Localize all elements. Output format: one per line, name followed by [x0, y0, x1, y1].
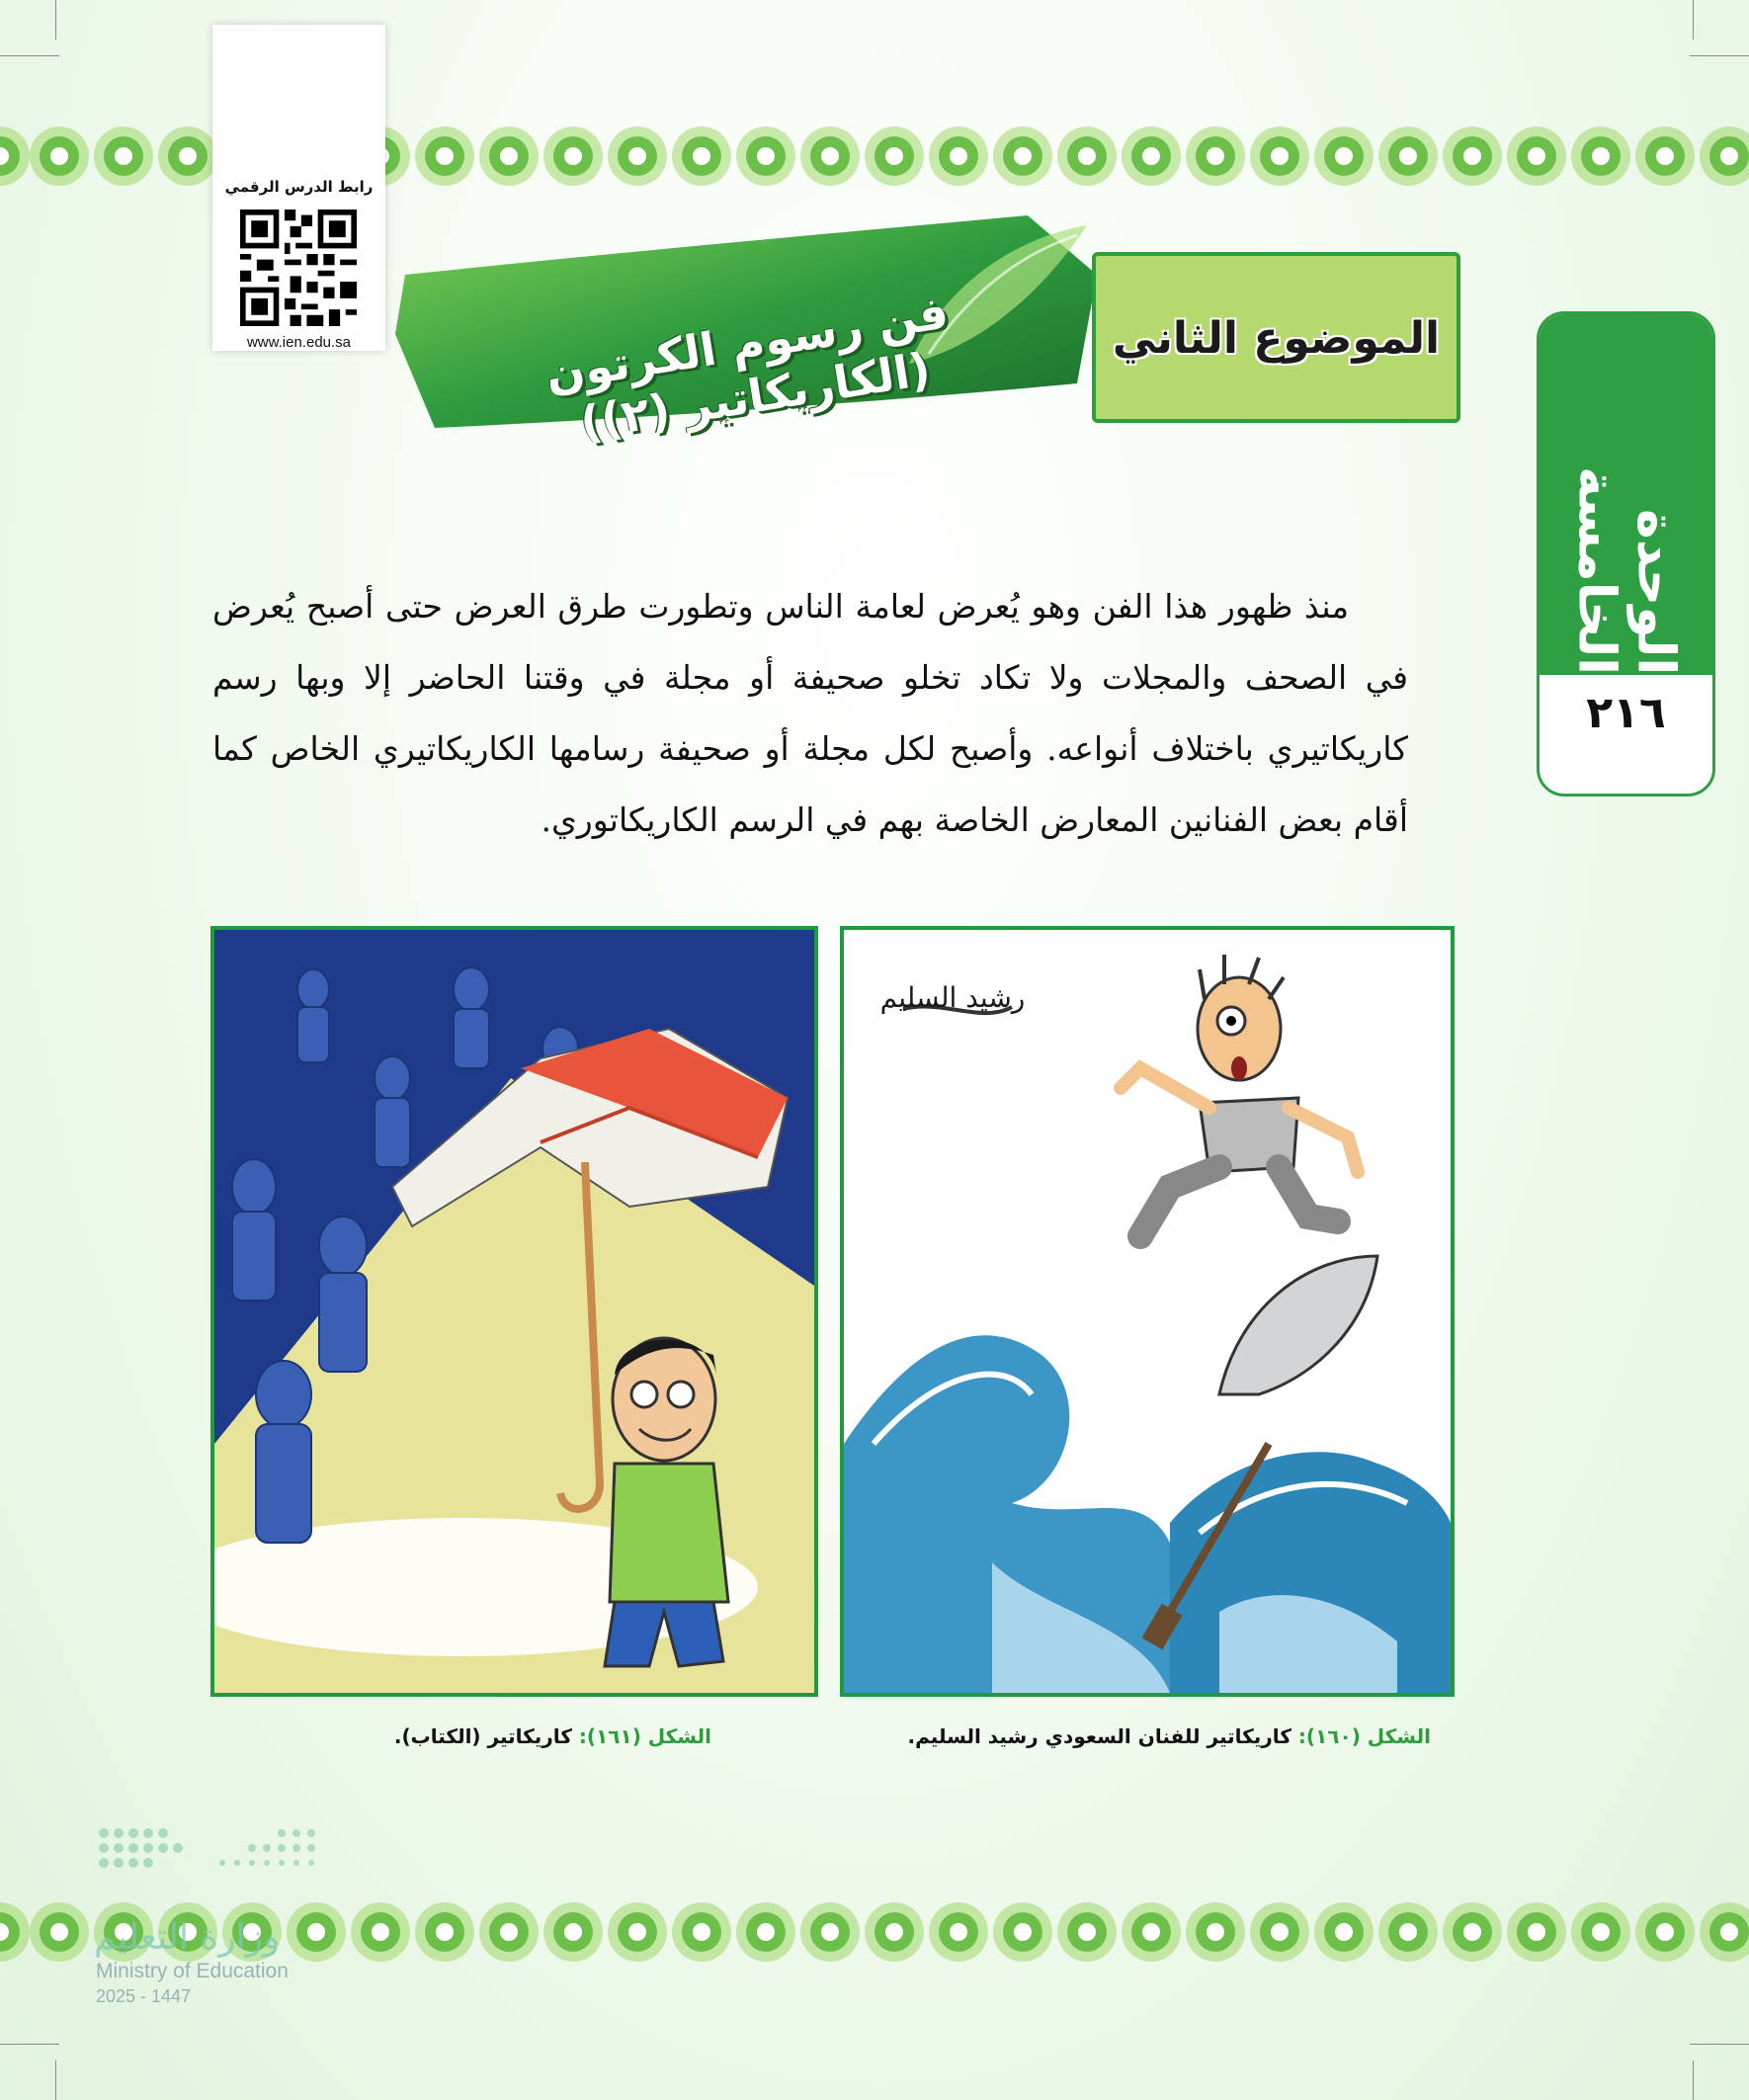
page-number: ٢١٦ — [1586, 688, 1666, 738]
qr-url[interactable]: www.ien.edu.sa — [246, 334, 352, 351]
lesson-title: فن رسوم الكرتون (الكاريكاتير (٢)) — [541, 285, 953, 451]
figure-161-caption-text: كاريكاتير (الكتاب). — [393, 1724, 572, 1748]
qr-code-icon[interactable] — [240, 210, 357, 326]
unit-tab — [1537, 311, 1715, 797]
crop-mark — [55, 0, 56, 40]
crop-mark — [0, 55, 59, 56]
figure-160-label: الشكل (١٦٠): — [1297, 1724, 1431, 1748]
cartoon-book-umbrella-image — [214, 930, 814, 1693]
figure-161-label: الشكل (١٦١): — [578, 1724, 711, 1748]
unit-title: الوحدة الخامسة — [1566, 466, 1686, 675]
qr-card[interactable] — [212, 25, 385, 351]
ministry-name-ar: وزارة التعليم — [94, 1917, 281, 1958]
figure-160-caption — [908, 1724, 1432, 1748]
figure-160 — [840, 926, 1455, 1697]
crop-mark — [0, 2044, 59, 2045]
unit-tab-header — [1540, 314, 1712, 675]
crop-mark — [1690, 55, 1749, 56]
figure-161 — [210, 926, 818, 1697]
cartoon-drowning-man-image — [844, 930, 1451, 1693]
topic-box — [1092, 252, 1460, 423]
figure-161-caption — [394, 1724, 711, 1748]
artist-signature: رشيد السليم — [879, 981, 1026, 1014]
ministry-name-en: Ministry of Education — [96, 1960, 289, 1982]
ministry-logo-icon — [94, 1823, 331, 1922]
crop-mark — [1690, 2044, 1749, 2045]
crop-mark — [1693, 0, 1694, 40]
crop-mark — [55, 2060, 56, 2100]
topic-label: الموضوع الثاني — [1112, 313, 1441, 364]
qr-label: رابط الدرس الرقمي — [224, 178, 374, 196]
crop-mark — [1693, 2060, 1694, 2100]
body-paragraph: منذ ظهور هذا الفن وهو يُعرض لعامة الناس وتطورت طرق العرض حتى أصبح يُعرض في الصحف والمجلات ولا تكاد تخلو صحيفة أو مجلة في وقتنا الحاضر إلا وبها رسم كاريكاتيري باختلاف أنواعه. وأصبح لكل مجلة أو صحيفة رسامها الكاريكاتيري الخاص كما أقام بعض الفنانين المعارض الخاصة بهم في الرسم الكاريكاتوري. — [212, 587, 1408, 839]
figure-160-caption-text: كاريكاتير للفنان السعودي رشيد السليم. — [907, 1724, 1291, 1748]
edition-year: 2025 - 1447 — [96, 1986, 192, 2006]
